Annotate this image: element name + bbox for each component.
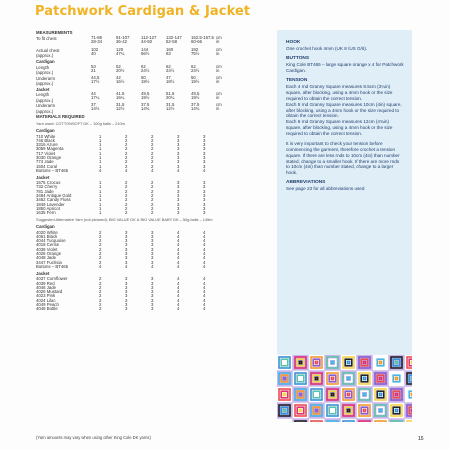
measurement-value: 37.5 14¾ — [141, 102, 150, 112]
yarn-quantity: 3 — [203, 163, 206, 169]
yarn-quantity: 4 — [177, 246, 180, 252]
yarn-quantity: 2 — [99, 259, 102, 265]
yarn-quantity: 2 — [151, 146, 154, 152]
measurement-value: 62 24½ — [191, 63, 200, 73]
yarn-quantity: 1 — [99, 188, 102, 194]
yarn-quantity: 2 — [151, 133, 154, 139]
yarn-quantity: 3 — [125, 233, 128, 239]
yarn-name: 4038 Violet — [36, 246, 58, 252]
yarn-quantity: 3 — [177, 180, 180, 186]
yarn-quantity: 3 — [151, 280, 154, 286]
yarn-name: 4018 Cerise — [36, 242, 60, 248]
measurement-value: 50 19½ — [141, 74, 150, 84]
yarn-quantity: 4 — [177, 306, 180, 312]
yarn-row — [36, 264, 264, 268]
yarn-quantity: 3 — [151, 293, 154, 299]
yarn-name: 717 Violet — [36, 150, 56, 156]
yarn-quantity: 4 — [177, 242, 180, 248]
yarn-quantity: 4 — [203, 238, 206, 244]
measurement-value: 31.5 12½ — [116, 102, 125, 112]
measurement-value: 42 16½ — [116, 74, 125, 84]
measurement-label: Underarm (approx.) — [36, 103, 56, 114]
yarn-quantity: 2 — [99, 242, 102, 248]
yarn-group-heading: Cardigan — [36, 128, 55, 133]
jacket-measurements-heading: Jacket — [36, 86, 50, 92]
yarn-quantity: 3 — [151, 242, 154, 248]
buttons-text: King Cole BT465 – large square orange x 4 for Patchwork Cardigan. — [286, 62, 404, 73]
yarn-quantity: 2 — [125, 154, 128, 160]
buttons-heading: BUTTONS — [286, 56, 310, 61]
yarn-quantity: 2 — [125, 205, 128, 211]
yarn-quantity: 4 — [177, 238, 180, 244]
yarn-quantity: 2 — [125, 163, 128, 169]
abbreviations-text: See page 23 for all abbreviations used — [286, 186, 365, 192]
yarn-quantity: 2 — [151, 205, 154, 211]
yarn-quantity: 3 — [125, 276, 128, 282]
yarn-quantity: 4 — [203, 259, 206, 265]
yarn-quantity: 3 — [125, 242, 128, 248]
yarn-group-heading: Cardigan — [36, 224, 55, 230]
yarn-quantity: 3 — [151, 251, 154, 257]
yarn-name: 4061 Black — [36, 233, 58, 239]
tension-note: It is very important to check your tension before commencing the garment, therefore crochet a tension square. If there are less rnds to 10cm (4in) than number stated, change to a smaller hook. If there are more rnds to 10cm (4in) than number stated, change to a larger hook. — [286, 140, 400, 176]
yarn-quantity: 4 — [203, 263, 206, 269]
yarn-name: 4037 Cornflower — [36, 276, 68, 282]
yarn-quantity: 3 — [177, 184, 180, 190]
yarn-quantity: 1 — [99, 142, 102, 148]
measurement-value: cm in — [216, 34, 222, 44]
measurement-label: Length (approx.) — [36, 64, 54, 75]
measurement-value: 91-107 36-42 — [116, 34, 130, 44]
materials-heading: MATERIALS REQUIRED — [36, 114, 85, 119]
hook-heading: HOOK — [286, 40, 301, 45]
yarn-quantity: 3 — [203, 184, 206, 190]
yarn-quantity: 4 — [203, 280, 206, 286]
abbreviations-heading: ABBREVIATIONS — [286, 180, 326, 186]
yarn-quantity: 1 — [99, 193, 102, 199]
yarn-quantity: 3 — [151, 229, 154, 235]
yarn-quantity: 2 — [151, 154, 154, 160]
yarn-quantity: 1 — [99, 210, 102, 216]
yarn-quantity: 3 — [125, 284, 128, 290]
yarn-quantity: 2 — [99, 238, 102, 244]
yarn-quantity: 4 — [177, 255, 180, 261]
measurement-value: 47 18½ — [166, 74, 175, 84]
measurement-value: 52 20½ — [116, 63, 125, 73]
yarn-name: 4039 Red — [36, 280, 55, 286]
yarn-quantity: 1 — [99, 159, 102, 165]
yarn-name: Buttons – BT465 — [36, 263, 69, 269]
yarn-quantity: 3 — [125, 251, 128, 257]
yarn-quantity: 4 — [203, 276, 206, 282]
measurement-value: 62 24½ — [166, 63, 175, 73]
yarn-quantity: 3 — [125, 306, 128, 312]
yarn-name: 4023 Pink — [36, 293, 56, 299]
yarn-quantity: 4 — [177, 302, 180, 307]
yarn-quantity: 4 — [203, 306, 206, 312]
yarn-name: 3059 Magenta — [36, 146, 64, 152]
yarn-quantity: 2 — [151, 163, 154, 169]
yarn-quantity: 2 — [151, 188, 154, 194]
measurement-row — [36, 36, 264, 45]
yarn-quantity: 1 — [99, 180, 102, 186]
measurement-row — [36, 65, 264, 74]
yarn-quantity: 3 — [203, 159, 206, 165]
measurement-value: 71-86 28-34 — [91, 34, 102, 44]
measurement-value: cm in — [216, 102, 222, 112]
measurement-value: cm in — [216, 74, 222, 84]
yarn-row — [36, 306, 264, 310]
yarn-quantity: 3 — [203, 150, 206, 156]
yarn-quantity: 3 — [203, 201, 206, 207]
measurement-value: 44 17¼ — [91, 91, 100, 101]
yarn-quantity: 2 — [151, 180, 154, 186]
yarn-name: Buttons – BT465 — [36, 167, 69, 173]
yarn-quantity: 2 — [125, 201, 128, 207]
yarn-quantity: 2 — [99, 233, 102, 239]
measurement-value: cm in — [216, 91, 222, 101]
yarn-quantity: 2 — [151, 142, 154, 148]
yarn-quantity: 3 — [177, 154, 180, 160]
yarn-quantity: 3 — [203, 193, 206, 199]
yarn-name: 1635 Fern — [36, 210, 56, 216]
yarn-quantity: 1 — [99, 163, 102, 169]
yarn-quantity: 4 — [99, 263, 102, 269]
yarn-quantity: 3 — [151, 238, 154, 244]
measurement-value: 152.5-167.5 60-66 — [191, 34, 214, 44]
yarn-name: 3316 Azure — [36, 142, 58, 148]
yarn-quantity: 4 — [177, 280, 180, 286]
yarn-quantity: 2 — [125, 210, 128, 216]
yarn-quantity: 3 — [203, 210, 206, 216]
measurement-value: 192 75½ — [191, 46, 200, 56]
yarn-quantity: 2 — [99, 229, 102, 235]
yarn-quantity: 2 — [125, 146, 128, 152]
measurement-row — [36, 48, 264, 57]
yarn-quantity: 4 — [177, 263, 180, 269]
yarn-quantity: 4 — [177, 167, 180, 173]
yarn-quantity: 4 — [203, 167, 206, 173]
yarn-quantity: 4 — [203, 293, 206, 299]
yarn-quantity: 1 — [99, 150, 102, 156]
yarn-footnote: (Yarn amounts may vary when using other King Cole DK yarns) — [36, 435, 151, 440]
yarn-quantity: 2 — [125, 142, 128, 148]
measurement-value: 132-147 52-58 — [166, 34, 182, 44]
yarn-quantity: 1 — [99, 137, 102, 143]
yarn-quantity: 2 — [151, 150, 154, 156]
measurement-row — [36, 92, 264, 101]
yarn-quantity: 3 — [177, 188, 180, 194]
hook-text: One crochet hook 4mm (UK 8 /US G/6). — [286, 46, 368, 52]
measurement-row — [36, 103, 264, 112]
measurement-value: 51.5 20¼ — [166, 91, 175, 101]
yarn-quantity: 3 — [203, 146, 206, 152]
yarn-name: 710 White — [36, 133, 56, 139]
yarn-quantity: 2 — [125, 133, 128, 139]
yarn-quantity: 2 — [99, 251, 102, 257]
yarn-name: 1575 Crocus — [36, 180, 61, 186]
yarn-name: 4049 Peach — [36, 302, 59, 307]
yarn-quantity: 3 — [151, 289, 154, 295]
yarn-name: 3462 Candy Floss — [36, 197, 71, 203]
measurement-label: To fit chest — [36, 35, 57, 41]
yarn-name: 781 Jade — [36, 188, 54, 194]
yarn-name: 4026 Orange — [36, 251, 62, 257]
measurements-heading: MEASUREMENTS — [36, 30, 73, 35]
yarn-quantity: 3 — [177, 133, 180, 139]
yarn-quantity: 3 — [125, 246, 128, 252]
yarn-name: 1504 Coral — [36, 163, 58, 169]
yarn-quantity: 2 — [151, 197, 154, 203]
yarn-quantity: 1 — [99, 205, 102, 211]
yarn-quantity: 3 — [125, 238, 128, 244]
page-number: 15 — [418, 436, 424, 442]
yarn-quantity: 3 — [203, 197, 206, 203]
measurement-value: 112-127 44-50 — [141, 34, 157, 44]
measurement-value: 41.5 16¼ — [116, 91, 125, 101]
yarn-quantity: 3 — [203, 133, 206, 139]
yarn-quantity: 2 — [125, 193, 128, 199]
yarn-quantity: 3 — [151, 246, 154, 252]
yarn-quantity: 3 — [151, 276, 154, 282]
yarn-quantity: 4 — [203, 284, 206, 290]
yarn-quantity: 2 — [99, 284, 102, 290]
measurement-value: 120 47¼ — [116, 46, 125, 56]
yarn-quantity: 3 — [177, 205, 180, 211]
yarn-quantity: 3 — [177, 137, 180, 143]
yarn-quantity: 3 — [177, 163, 180, 169]
yarn-quantity: 4 — [151, 263, 154, 269]
yarn-quantity: 3 — [177, 197, 180, 203]
yarn-quantity: 1 — [99, 197, 102, 203]
yarn-quantity: 3 — [151, 306, 154, 312]
yarn-quantity: 4 — [177, 276, 180, 282]
yarn-quantity: 4 — [177, 293, 180, 299]
yarn-name: 3484 Antique Gold — [36, 193, 72, 199]
measurement-value: 49.5 19½ — [191, 91, 200, 101]
yarn-quantity: 1 — [99, 146, 102, 152]
yarn-quantity: 3 — [177, 146, 180, 152]
measurement-row — [36, 76, 264, 85]
yarn-quantity: 4 — [203, 246, 206, 252]
yarn-quantity: 3 — [125, 302, 128, 307]
yarn-name: 4048 Jade — [36, 255, 57, 261]
granny-square-round — [411, 409, 412, 411]
yarn-quantity: 3 — [151, 284, 154, 290]
yarn-quantity: 1 — [99, 154, 102, 160]
measurement-value: 62 24½ — [141, 63, 150, 73]
yarn-quantity: 4 — [203, 289, 206, 295]
yarn-name: 4024 Lilac — [36, 297, 56, 303]
yarn-quantity: 4 — [203, 229, 206, 235]
yarn-quantity: 2 — [151, 137, 154, 143]
measurement-value: 53 21 — [91, 63, 96, 73]
yarn-quantity: 2 — [99, 297, 102, 303]
yarn-quantity: 3 — [125, 280, 128, 286]
yarn-quantity: 3 — [177, 150, 180, 156]
yarn-quantity: 3 — [125, 229, 128, 235]
yarn-quantity: 2 — [125, 150, 128, 156]
yarn-quantity: 3 — [203, 205, 206, 211]
measurement-value: 144 56½ — [141, 46, 150, 56]
measurement-value: 37.5 14¾ — [191, 102, 200, 112]
yarn-quantity: 4 — [177, 289, 180, 295]
yarn-quantity: 4 — [177, 229, 180, 235]
yarn-quantity: 2 — [125, 159, 128, 165]
yarn-quantity: 3 — [151, 233, 154, 239]
yarn-quantity: 4 — [203, 233, 206, 239]
measurement-value: 37 14½ — [91, 102, 100, 112]
yarn-group-heading: Jacket — [36, 270, 50, 276]
yarn-quantity: 2 — [99, 306, 102, 312]
yarn-quantity: 3 — [203, 137, 206, 143]
yarn-quantity: 3 — [177, 142, 180, 148]
yarn-quantity: 3 — [125, 289, 128, 295]
measurement-label: Underarm (approx.) — [36, 75, 56, 86]
yarn-quantity: 3 — [177, 210, 180, 216]
yarn-quantity: 3 — [177, 159, 180, 165]
yarn-name: 774 Jade — [36, 159, 54, 165]
yarn-quantity: 3 — [125, 297, 128, 303]
yarn-quantity: 2 — [151, 159, 154, 165]
tension-text: Each 4 rnd Granny Square measures 8.5cm (3¼in) square, after blocking, using a 4mm hook or the size required to obtain the correct tension. Each 5 rnd Granny Square measures 10cm (4in) square, after blocking, using a 4mm hook or the size required to obtain the correct tension. Each 6 rnd Granny Square measures 12cm (4¾in) square, after blocking, using a 4mm hook or the size required to obtain the correct tension. — [286, 84, 402, 136]
yarn-quantity: 3 — [151, 259, 154, 265]
yarn-quantity: 4 — [203, 255, 206, 261]
granny-square-round — [411, 361, 412, 363]
yarn-name: 746 Black — [36, 137, 55, 143]
granny-square-round — [411, 393, 412, 395]
yarn-used: Yarn used: COTTONSOFT DK – 100g balls – 210m — [36, 120, 125, 126]
yarn-quantity: 2 — [151, 210, 154, 216]
yarn-name: 4020 White — [36, 229, 58, 235]
cardigan-measurements-heading: Cardigan — [36, 59, 55, 64]
yarn-row — [36, 168, 264, 172]
yarn-quantity: 2 — [125, 197, 128, 203]
yarn-quantity: 2 — [99, 293, 102, 299]
yarn-name: 3447 Fuchsia — [36, 259, 62, 265]
measurement-value: 160 63 — [166, 46, 174, 56]
yarn-quantity: 2 — [125, 188, 128, 194]
yarn-quantity: 3 — [125, 259, 128, 265]
measurement-value: 49.5 19½ — [141, 91, 150, 101]
yarn-quantity: 2 — [99, 255, 102, 261]
yarn-quantity: 4 — [203, 302, 206, 307]
measurement-value: 50 19½ — [191, 74, 200, 84]
measurement-label: Actual chest (approx.) — [36, 47, 60, 58]
yarn-name: 4046 Jade — [36, 284, 57, 290]
yarn-quantity: 2 — [99, 289, 102, 295]
yarn-quantity: 2 — [125, 137, 128, 143]
yarn-quantity: 4 — [125, 263, 128, 269]
yarn-quantity: 1 — [99, 133, 102, 139]
yarn-quantity: 4 — [125, 167, 128, 173]
yarn-quantity: 1 — [99, 201, 102, 207]
measurement-value: cm in — [216, 46, 222, 56]
alternative-yarn: Suggested Alternative Yarn (not pictured): BIG VALUE DK & BIG VALUE BABY DK – 50g balls – 145m — [36, 216, 213, 222]
yarn-quantity: 4 — [177, 297, 180, 303]
yarn-quantity: 4 — [177, 251, 180, 257]
yarn-quantity: 2 — [125, 180, 128, 186]
yarn-quantity: 4 — [203, 297, 206, 303]
yarn-quantity: 2 — [99, 280, 102, 286]
yarn-quantity: 3 — [203, 188, 206, 194]
yarn-quantity: 4 — [177, 259, 180, 265]
page-title: Patchwork Cardigan & Jacket — [35, 4, 251, 19]
yarn-quantity: 2 — [99, 276, 102, 282]
yarn-quantity: 3 — [203, 180, 206, 186]
yarn-row — [36, 210, 264, 214]
yarn-name: 4048 Bottle — [36, 306, 58, 312]
yarn-quantity: 1 — [99, 184, 102, 190]
tension-heading: TENSION — [286, 77, 308, 83]
yarn-quantity: 3 — [177, 193, 180, 199]
yarn-name: 1850 Apricot — [36, 205, 60, 211]
granny-square-photo — [277, 355, 412, 422]
info-sidebar — [277, 30, 412, 422]
yarn-quantity: 2 — [151, 201, 154, 207]
measurement-value: 102 40 — [91, 46, 99, 56]
yarn-name: 732 Cherry — [36, 184, 58, 190]
granny-square-round — [411, 377, 412, 379]
yarn-quantity: 3 — [125, 255, 128, 261]
yarn-quantity: 4 — [177, 284, 180, 290]
yarn-quantity: 2 — [151, 184, 154, 190]
yarn-group-heading: Jacket — [36, 174, 50, 180]
measurements-materials-column — [36, 30, 264, 311]
measurement-value: 31.5 12½ — [166, 102, 175, 112]
yarn-quantity: 2 — [125, 184, 128, 190]
yarn-quantity: 3 — [177, 201, 180, 207]
yarn-quantity: 3 — [203, 154, 206, 160]
measurement-label: Length (approx.) — [36, 92, 54, 103]
yarn-name: 4044 Turquoise — [36, 238, 66, 244]
yarn-quantity: 3 — [125, 293, 128, 299]
measurement-value: cm in — [216, 63, 222, 73]
yarn-quantity: 2 — [99, 302, 102, 307]
yarn-quantity: 4 — [99, 167, 102, 173]
yarn-quantity: 3 — [151, 302, 154, 307]
yarn-quantity: 3 — [151, 255, 154, 261]
yarn-quantity: 4 — [203, 242, 206, 248]
yarn-name: 3030 Orange — [36, 154, 62, 160]
yarn-quantity: 3 — [151, 297, 154, 303]
yarn-name: 4026 Mustard — [36, 289, 63, 295]
yarn-quantity: 4 — [177, 233, 180, 239]
yarn-quantity: 4 — [203, 251, 206, 257]
yarn-quantity: 2 — [99, 246, 102, 252]
yarn-quantity: 4 — [151, 167, 154, 173]
yarn-quantity: 3 — [203, 142, 206, 148]
yarn-quantity: 2 — [151, 193, 154, 199]
measurement-value: 44.5 17½ — [91, 74, 100, 84]
yarn-name: 1849 Lavender — [36, 201, 65, 207]
